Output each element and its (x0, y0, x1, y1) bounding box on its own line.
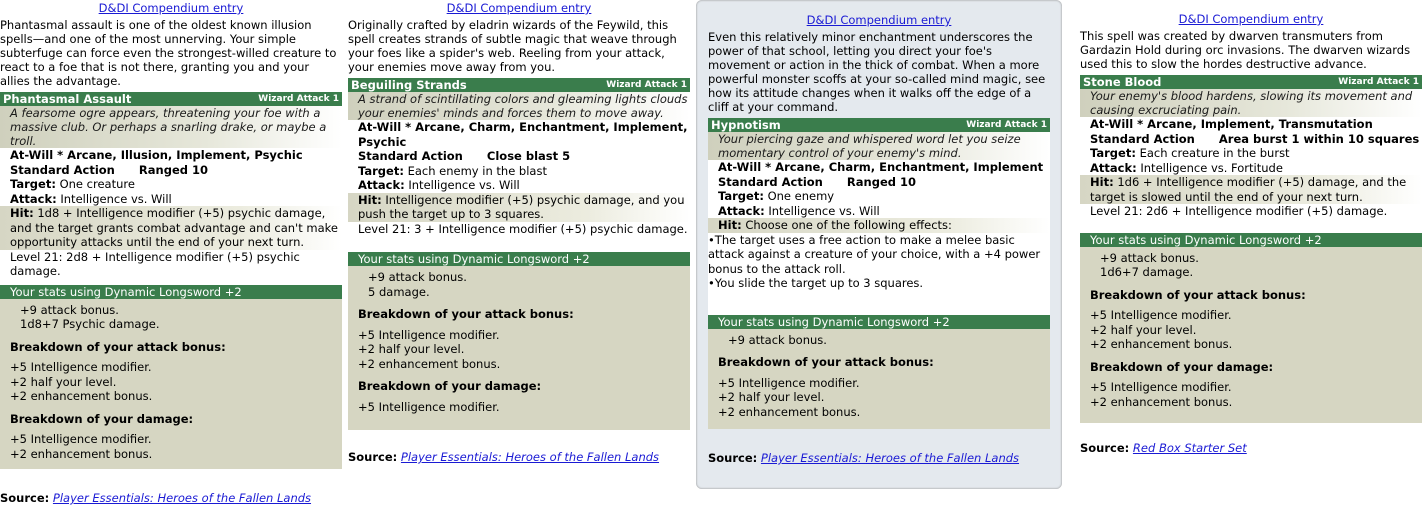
breakdown-item: +2 enhancement bonus. (718, 404, 861, 419)
attack-breakdown-heading: Breakdown of your attack bonus: (358, 307, 574, 321)
breakdown-item: +5 Intelligence modifier. (10, 360, 152, 374)
stat-attack: +9 attack bonus. (368, 270, 467, 284)
stat-attack: +9 attack bonus. (1100, 250, 1199, 265)
damage-breakdown-heading: Breakdown of your damage: (1090, 359, 1274, 374)
effect-item: • You slide the target up to 3 squares. (708, 276, 1050, 307)
power-body (708, 160, 1050, 307)
attack-line: Attack: Intelligence vs. Fortitude (1090, 160, 1283, 175)
power-name: Stone Blood (1083, 75, 1162, 89)
attack-line: Attack: Intelligence vs. Will (10, 191, 172, 206)
keywords: At-Will * Arcane, Implement, Transmutation (1090, 117, 1373, 131)
range: Close blast 5 (486, 149, 571, 163)
effect-item: • The target uses a free action to make a melee basic attack against a creature of your choice, with a +4 power bonus to the attack roll. (708, 233, 1050, 277)
action-line (718, 175, 1050, 190)
breakdown-item: +2 enhancement bonus. (1090, 337, 1233, 351)
action-type: Standard Action (1090, 131, 1195, 146)
action-type: Standard Action (358, 149, 463, 163)
stats-panel (348, 252, 690, 430)
breakdown-item: +2 enhancement bonus. (1090, 394, 1233, 409)
action-type: Standard Action (718, 174, 823, 189)
breakdown-item: +5 Intelligence modifier. (358, 399, 500, 414)
damage-breakdown-heading: Breakdown of your damage: (10, 411, 194, 426)
attack-breakdown-heading: Breakdown of your attack bonus: (1090, 287, 1306, 302)
level21-line: Level 21: 3 + Intelligence modifier (+5) psychic damage. (358, 221, 688, 236)
source-link[interactable]: Player Essentials: Heroes of the Fallen Lands (760, 451, 1020, 465)
power-name: Beguiling Strands (351, 78, 467, 92)
power-flavor: Your piercing gaze and whispered word let you seize momentary control of your enemy's mind. (708, 132, 1050, 160)
flavor-text: This spell was created by dwarven transmuters from Gardazin Hold during orc invasions. The dwarven wizards used this to slow the hordes destructive advance. (1080, 29, 1411, 71)
power-title-bar (708, 118, 1050, 132)
source-line: Source: Player Essentials: Heroes of the Fallen Lands (708, 451, 1020, 465)
level21-line: Level 21: 2d6 + Intelligence modifier (+5) damage. (1090, 204, 1388, 218)
power-title-bar (1080, 75, 1422, 89)
power-body (1080, 117, 1422, 219)
target-line: Target: One enemy (718, 189, 835, 203)
power-flavor: A fearsome ogre appears, threatening your foe with a massive club. Or perhaps a snarling drake, or maybe a troll. (0, 106, 342, 148)
power-type: Wizard Attack 1 (606, 80, 687, 90)
power-type: Wizard Attack 1 (966, 120, 1047, 130)
power-card-phantasmal-assault (0, 0, 342, 505)
hit-line: Hit: Choose one of the following effects: (708, 218, 1050, 233)
flavor-text: Even this relatively minor enchantment underscores the power of that school, letting you direct your foe's movement or action in the thick of combat. When a more powerful monster scoffs at your so-called mind magic, see how its attitude changes when it walks off the edge of a cliff at your command. (708, 30, 1046, 114)
action-type: Standard Action (10, 162, 115, 177)
power-flavor: A strand of scintillating colors and gleaming lights clouds your enemies' minds and forces them to move away. (348, 92, 690, 120)
stats-header: Your stats using Dynamic Longsword +2 (0, 285, 342, 299)
range: Area burst 1 within 10 squares (1218, 131, 1420, 146)
compendium-link[interactable]: D&DI Compendium entry (446, 1, 592, 15)
breakdown-item: +5 Intelligence modifier. (358, 327, 500, 342)
target-line: Target: Each enemy in the blast (358, 163, 547, 178)
power-type: Wizard Attack 1 (1338, 77, 1419, 87)
stat-damage: 1d8+7 Psychic damage. (20, 317, 160, 331)
attack-breakdown-heading: Breakdown of your attack bonus: (718, 355, 934, 369)
action-line (358, 149, 690, 164)
compendium-link[interactable]: D&DI Compendium entry (98, 1, 244, 15)
breakdown-item: +5 Intelligence modifier. (1090, 380, 1232, 394)
flavor-text: Phantasmal assault is one of the oldest known illusion spells—and one of the most unnerving. Your simple subterfuge can force even the strongest-willed creature to react to a foe that is not there, granting you and your allies the advantage. (0, 18, 337, 88)
action-line (10, 163, 342, 178)
breakdown-item: +5 Intelligence modifier. (718, 375, 860, 390)
target-line: Target: Each creature in the burst (1090, 146, 1290, 160)
power-card-beguiling-strands (348, 0, 690, 464)
stats-panel (1080, 233, 1422, 424)
stat-attack: +9 attack bonus. (20, 302, 119, 317)
range: Ranged 10 (846, 174, 916, 189)
breakdown-item: +5 Intelligence modifier. (10, 432, 152, 446)
source-line: Source: Player Essentials: Heroes of the Fallen Lands (348, 450, 660, 464)
power-name: Hypnotism (711, 118, 781, 132)
action-line (1090, 132, 1422, 147)
target-line: Target: One creature (10, 177, 135, 191)
power-type: Wizard Attack 1 (258, 94, 339, 104)
stat-damage: 5 damage. (368, 284, 430, 299)
source-link[interactable]: Player Essentials: Heroes of the Fallen Lands (400, 450, 660, 464)
source-line: Source: Red Box Starter Set (1080, 441, 1247, 455)
breakdown-item: +2 half your level. (718, 390, 825, 404)
keywords: At-Will * Arcane, Charm, Enchantment, Implement (718, 160, 1044, 174)
source-link[interactable]: Red Box Starter Set (1132, 441, 1247, 455)
keywords: At-Will * Arcane, Illusion, Implement, Psychic (10, 148, 303, 162)
breakdown-item: +2 enhancement bonus. (10, 389, 153, 403)
power-name: Phantasmal Assault (3, 92, 132, 106)
source-link[interactable]: Player Essentials: Heroes of the Fallen Lands (52, 491, 312, 505)
compendium-link[interactable]: D&DI Compendium entry (806, 13, 952, 27)
power-title-bar (0, 92, 342, 106)
hit-line: Hit: 1d8 + Intelligence modifier (+5) psychic damage, and the target grants combat advantage and can't make opportunity attacks until the end of your next turn. (0, 206, 342, 250)
hit-line: Hit: Intelligence modifier (+5) psychic damage, and you push the target up to 3 squares. (348, 193, 690, 222)
damage-breakdown-heading: Breakdown of your damage: (358, 379, 542, 393)
level21-line: Level 21: 2d8 + Intelligence modifier (+5) psychic damage. (10, 249, 300, 278)
compendium-link[interactable]: D&DI Compendium entry (1178, 12, 1324, 26)
stats-panel (708, 307, 1050, 430)
attack-breakdown-heading: Breakdown of your attack bonus: (10, 339, 226, 354)
power-card-hypnotism-panel (696, 0, 1062, 489)
range: Ranged 10 (138, 162, 208, 177)
hit-line: Hit: 1d6 + Intelligence modifier (+5) damage, and the target is slowed until the end of your next turn. (1080, 175, 1422, 204)
power-card-hypnotism (708, 0, 1050, 465)
breakdown-item: +2 half your level. (1090, 322, 1197, 337)
stats-header: Your stats using Dynamic Longsword +2 (1080, 233, 1422, 247)
flavor-text: Originally crafted by eladrin wizards of the Feywild, this spell creates strands of subtle magic that weave through your foes like a spider's web. Reeling from your attack, your enemies move away from you. (348, 18, 677, 74)
breakdown-item: +5 Intelligence modifier. (1090, 308, 1232, 322)
power-flavor: Your enemy's blood hardens, slowing its movement and causing excruciating pain. (1080, 89, 1422, 117)
stat-damage: 1d6+7 damage. (1100, 265, 1194, 279)
stats-panel (0, 285, 342, 470)
breakdown-item: +2 enhancement bonus. (10, 446, 153, 461)
breakdown-item: +2 enhancement bonus. (358, 356, 501, 371)
attack-line: Attack: Intelligence vs. Will (718, 203, 880, 218)
stats-header: Your stats using Dynamic Longsword +2 (348, 252, 690, 266)
attack-line: Attack: Intelligence vs. Will (358, 178, 520, 192)
source-line: Source: Player Essentials: Heroes of the Fallen Lands (0, 491, 312, 505)
power-body (0, 148, 342, 279)
breakdown-item: +2 half your level. (10, 374, 117, 389)
power-body (348, 120, 690, 236)
stat-attack: +9 attack bonus. (728, 332, 827, 347)
power-title-bar (348, 78, 690, 92)
stats-header: Your stats using Dynamic Longsword +2 (708, 315, 1050, 329)
power-card-stone-blood (1080, 0, 1422, 455)
keywords: At-Will * Arcane, Charm, Enchantment, Implement, Psychic (358, 120, 688, 149)
breakdown-item: +2 half your level. (358, 342, 465, 356)
